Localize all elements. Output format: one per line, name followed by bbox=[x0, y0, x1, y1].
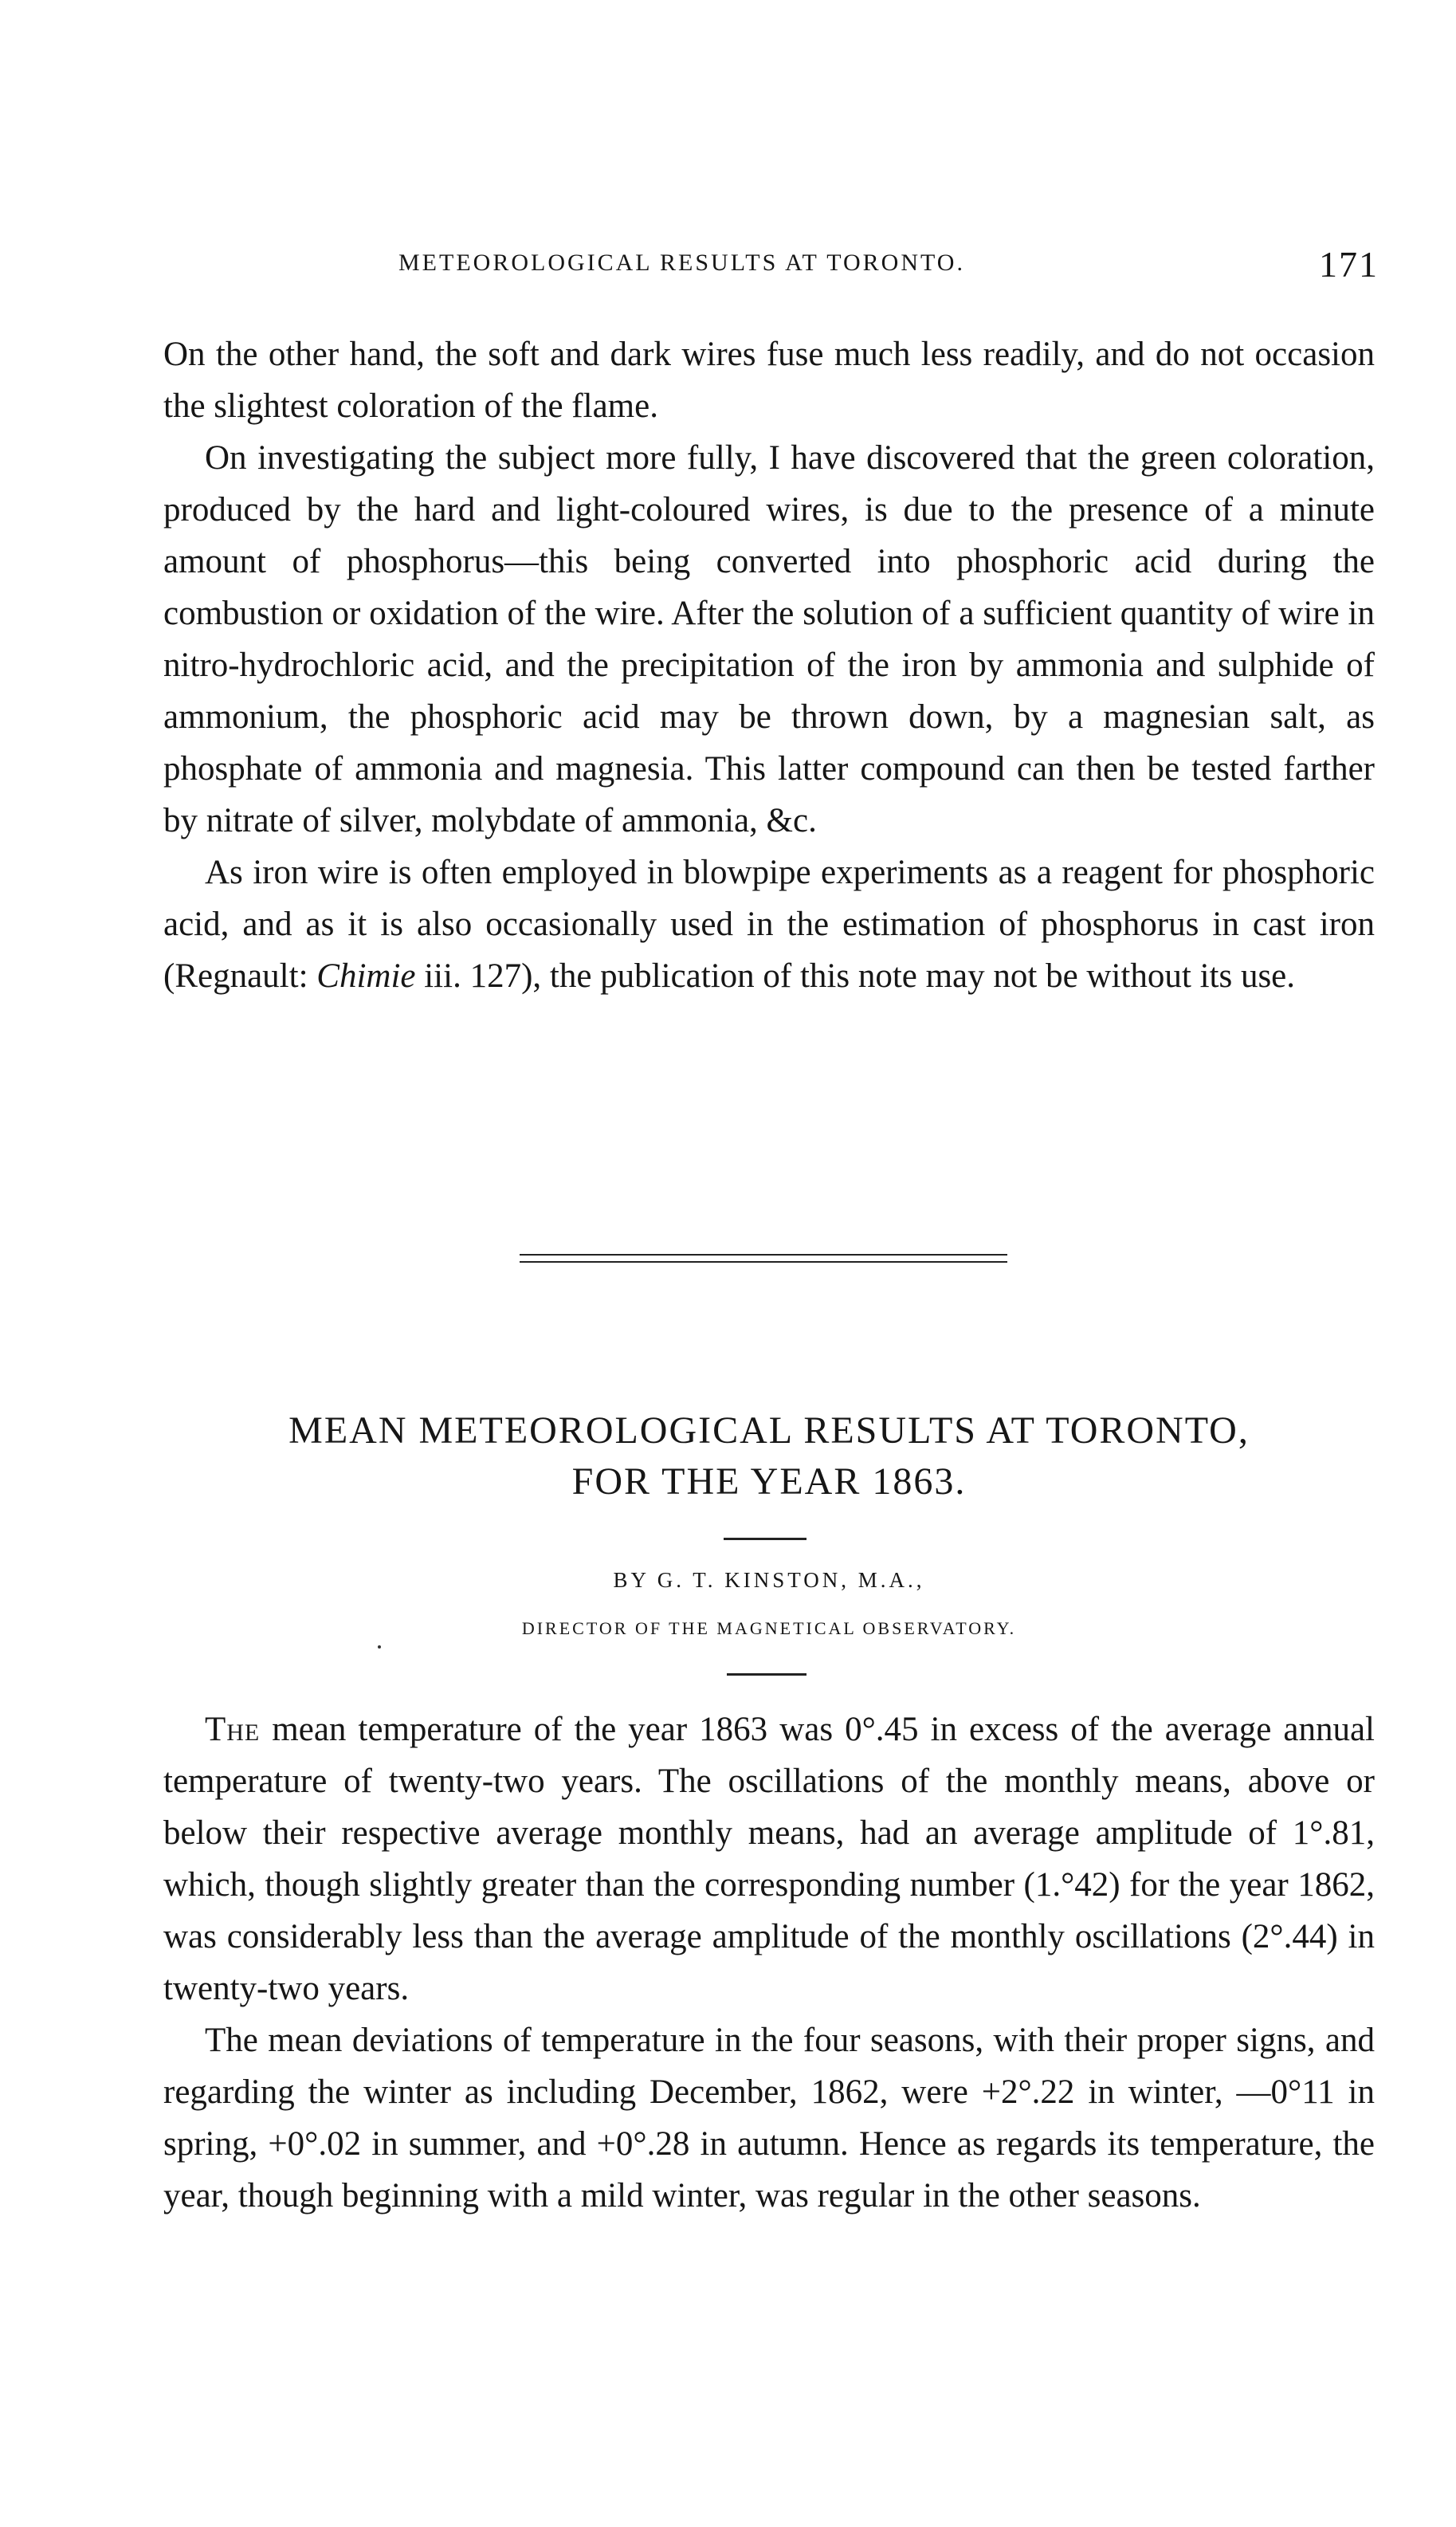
page-number: 171 bbox=[1319, 244, 1379, 285]
title-rule bbox=[724, 1538, 806, 1540]
running-title: METEOROLOGICAL RESULTS AT TORONTO. bbox=[398, 250, 965, 276]
paragraph-seasons: The mean deviations of temperature in the four seasons, with their proper signs, and regarding the winter as including December, 1862, were +2°.22 in winter, —0°11 in spring, +0°.02 in summer, and +0°.28 in autumn. Hence as regards its temperature, the year, though beginning with a mild winter, was regular in the other seasons. bbox=[163, 2022, 1375, 2215]
paragraph-blowpipe bbox=[163, 847, 1375, 1002]
paragraph-phosphorus: On investigating the subject more fully, I have discovered that the green coloration, produced by the hard and light-coloured wires, is due to the presence of a minute amount of phosphorus—this being converted into phosphoric acid during the combustion or oxidation of the wire. After the solution of a sufficient quantity of wire in nitro-hydrochloric acid, and the precipitation of the iron by ammonia and sulphide of ammonium, the phosphoric acid may be thrown down, by a magnesian salt, as phosphate of ammonia and magnesia. This latter compound can then be tested farther by nitrate of silver, molybdate of ammonia, &c. bbox=[163, 439, 1375, 839]
article-title-line2: FOR THE YEAR 1863. bbox=[571, 1460, 967, 1503]
paragraph-blowpipe-text-end: iii. 127), the publication of this note may not be without its use. bbox=[415, 957, 1296, 995]
article-body bbox=[163, 1704, 1375, 2222]
paragraph-continuation: On the other hand, the soft and dark wires fuse much less readily, and do not occasion the slightest coloration of the flame. bbox=[163, 336, 1375, 425]
article-title-line1: MEAN METEOROLOGICAL RESULTS AT TORONTO, bbox=[288, 1409, 1250, 1452]
affiliation: DIRECTOR OF THE MAGNETICAL OBSERVATORY. bbox=[521, 1618, 1017, 1638]
paragraph-mean-temperature bbox=[163, 1704, 1375, 2014]
article-title bbox=[159, 1405, 1379, 1507]
running-head bbox=[159, 243, 1379, 291]
byline-rule bbox=[727, 1673, 806, 1676]
previous-article-text bbox=[163, 328, 1375, 1002]
italic-reference: Chimie bbox=[316, 957, 416, 995]
paragraph-mean-temperature-text: mean temperature of the year 1863 was 0°.45 in excess of the average annual temperature of twenty-two years. The oscillations of the monthly means, above or below their respective average monthly means, had an average amplitude of 1°.81, which, though slightly greater than the corresponding number (1.°42) for the year 1862, was considerably less than the average amplitude of the monthly oscillations (2°.44) in twenty-two years. bbox=[163, 1711, 1375, 2007]
section-divider bbox=[520, 1254, 1007, 1263]
byline: BY G. T. KINSTON, M.A., bbox=[613, 1568, 925, 1592]
paragraph-blowpipe-text: As iron wire is often employed in blowpipe experiments as a reagent for phosphoric acid, and as it is also occasionally used in the estimation of phosphorus in cast iron (Regnault: bbox=[163, 854, 1375, 995]
ink-speck bbox=[378, 1645, 381, 1649]
lead-word: The bbox=[205, 1711, 261, 1748]
